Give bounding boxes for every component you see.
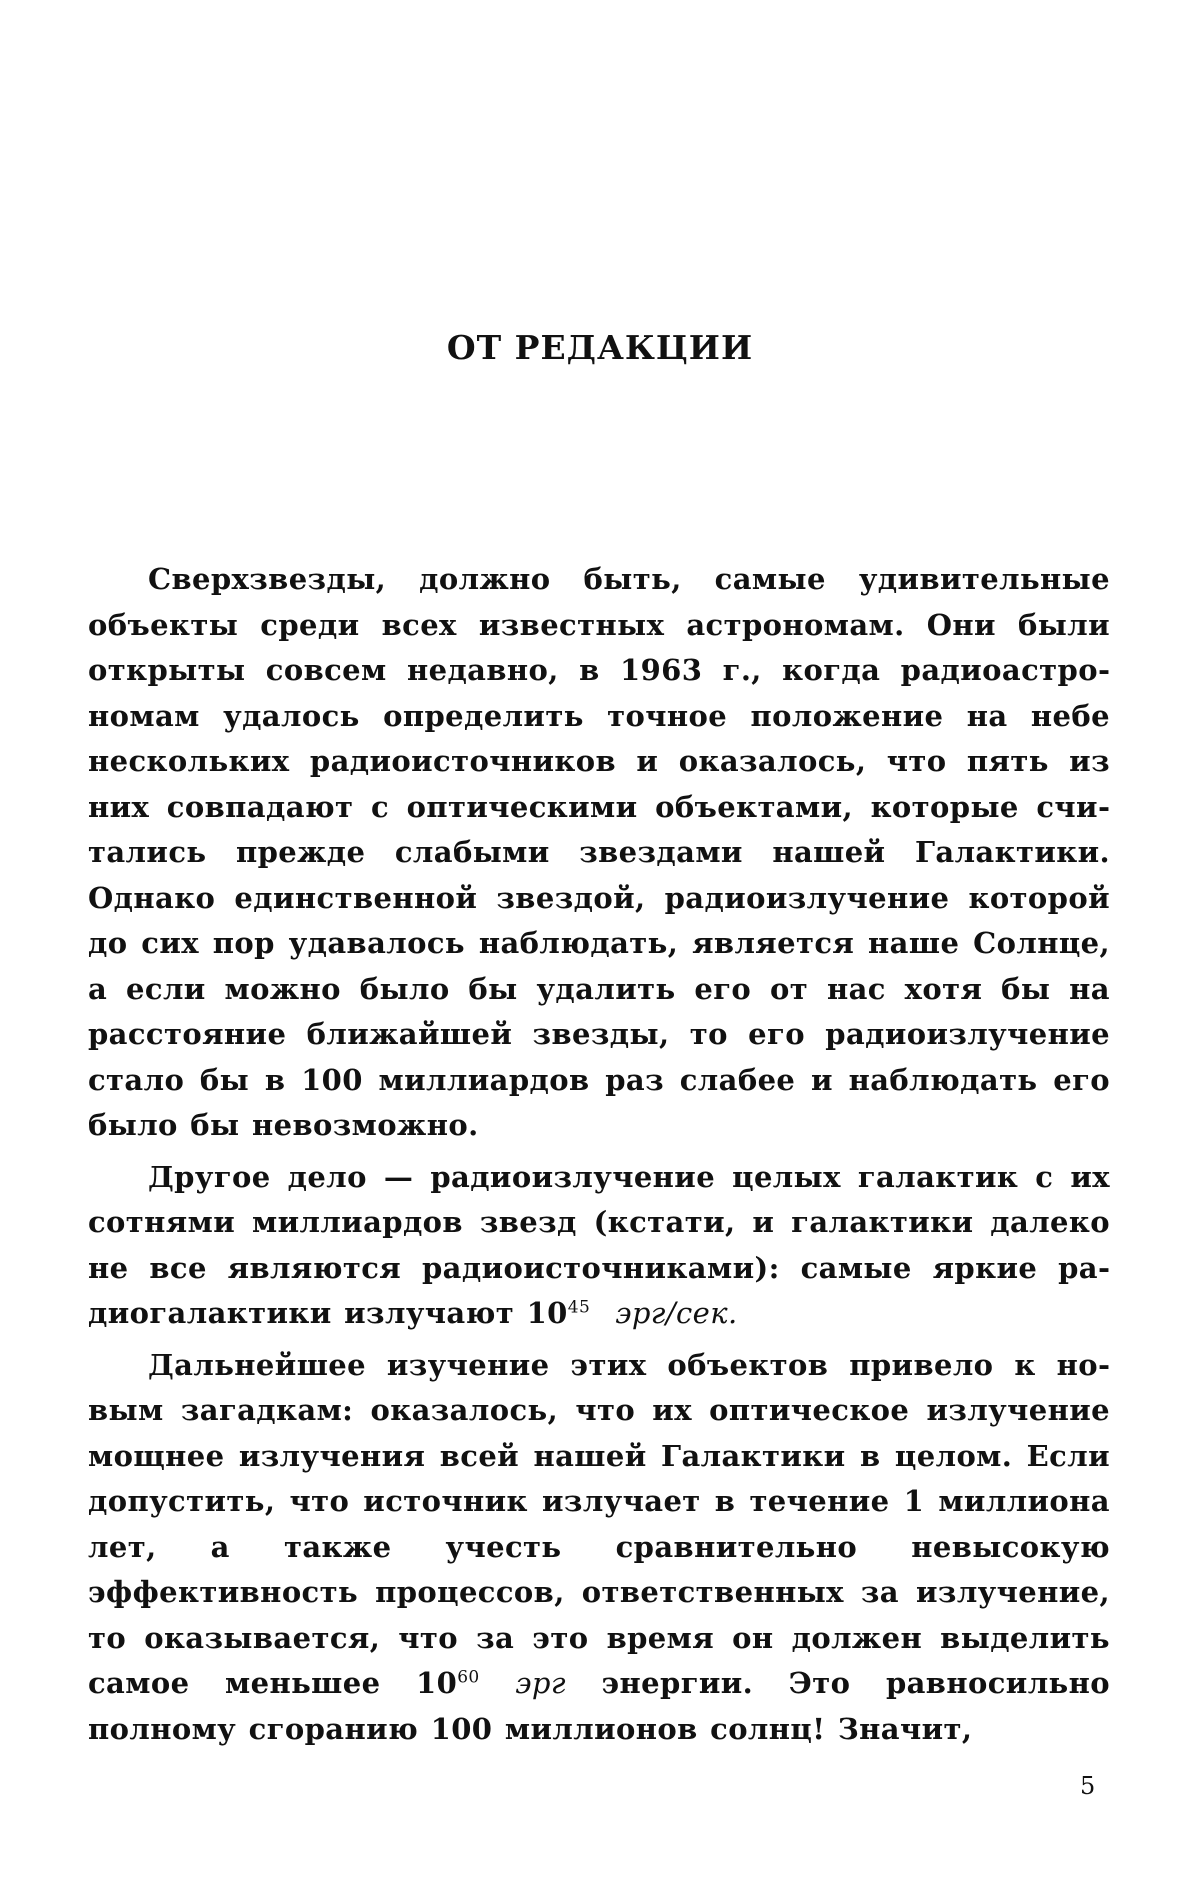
page-number: 5: [1080, 1772, 1096, 1800]
paragraph-3-text-end: энергии. Это равносильно полному сгоранию 100 миллионов солнц! Значит,: [88, 1666, 1110, 1746]
body-text: [88, 557, 1110, 1758]
unit-label: эрг/сек.: [615, 1296, 738, 1330]
paragraph-1: Сверхзвезды, должно быть, самые удивительные объекты среди всех известных астрономам. Они были открыты совсем недавно, в 1963 г., когда радиоастрономам удалось определить точное положение на небе нескольких радиоисточников и оказалось, что пять из них совпадают с оптическими объектами, которые считались прежде слабыми звездами нашей Галактики. Однако единственной звездой, радиоизлучение которой до сих пор удавалось наблюдать, является наше Солнце, а если можно было бы удалить его от нас хотя бы на расстояние ближайшей звезды, то его радиоизлучение стало бы в 100 миллиардов раз слабее и наблюдать его было бы невозможно.: [88, 562, 1110, 1142]
paragraph-3-text: Дальнейшее изучение этих объектов привело к новым загадкам: оказалось, что их оптическое излучение мощнее излучения всей нашей Галактики в целом. Если допустить, что источник излучает в течение 1 миллиона лет, а также учесть сравнительно невысокую эффективность процессов, ответственных за излучение, то оказывается, что за это время он должен выделить самое меньшее 10: [88, 1347, 1110, 1700]
unit-label: эрг: [515, 1666, 566, 1700]
paragraph-2-text: Другое дело — радиоизлучение целых галактик с их сотнями миллиардов звезд (кстати, и галактики далеко не все являются радиоисточниками): самые яркие радиогалактики излучают 10: [88, 1159, 1110, 1330]
exponent: 45: [567, 1297, 591, 1318]
exponent: 60: [457, 1667, 480, 1688]
page-heading: ОТ РЕДАКЦИИ: [446, 328, 754, 367]
paragraph-3: [88, 1343, 1110, 1753]
paragraph-2: [88, 1155, 1110, 1337]
